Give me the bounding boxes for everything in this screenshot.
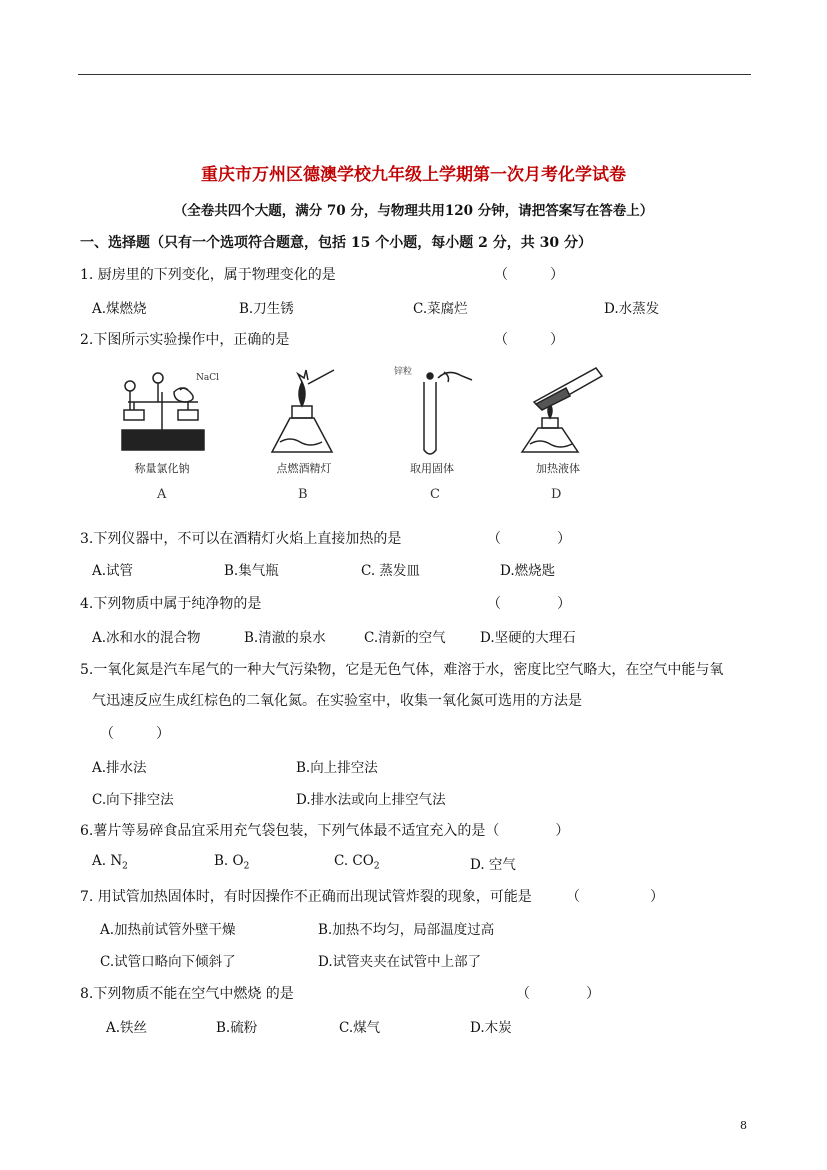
question-4-stem: 4.下列物质中属于纯净物的是: [80, 596, 262, 612]
figure-a-caption: 称量氯化钠: [134, 462, 190, 475]
question-4-answer-paren: （ ）: [487, 596, 571, 612]
heating-liquid-figure: [512, 362, 612, 462]
page-title: 重庆市万州区德澳学校九年级上学期第一次月考化学试卷: [201, 165, 626, 185]
question-5-option-b: B.向上排空法: [296, 760, 378, 776]
question-6-option-d: D. 空气: [470, 857, 516, 873]
question-2-answer-paren: （ ）: [494, 332, 564, 348]
question-5-answer-paren: （ ）: [100, 726, 170, 742]
question-6-option-b: B. $O_2$: [214, 853, 250, 872]
question-8-answer-paren: （ ）: [516, 986, 600, 1002]
question-3-answer-paren: （ ）: [487, 531, 571, 547]
question-1-stem: 1. 厨房里的下列变化，属于物理变化的是: [80, 267, 336, 283]
question-5-option-d: D.排水法或向上排空气法: [296, 792, 446, 808]
figure-d-caption: 加热液体: [536, 462, 580, 475]
question-7-stem: 7. 用试管加热固体时，有时因操作不正确而出现试管炸裂的现象，可能是: [80, 889, 532, 905]
nacl-tag: NaCl: [196, 373, 220, 383]
question-3-option-a: A.试管: [92, 563, 134, 579]
question-4-option-a: A.冰和水的混合物: [92, 630, 201, 646]
section-heading: 一、选择题（只有一个选项符合题意，包括 15 个小题，每小题 2 分，共 30 分）: [80, 235, 592, 251]
question-3-option-d: D.燃烧匙: [500, 563, 556, 579]
figure-d-letter: D: [551, 487, 562, 502]
question-6-stem: 6.薯片等易碎食品宜采用充气袋包装，下列气体最不适宜充入的是（ ）: [80, 823, 570, 839]
figure-c-caption: 取用固体: [410, 462, 454, 475]
question-7-option-b: B.加热不均匀，局部温度过高: [318, 922, 495, 938]
figure-c-letter: C: [430, 487, 440, 502]
question-1-option-b: B.刀生锈: [239, 301, 294, 317]
question-5-stem-line-1: 5.一氧化氮是汽车尾气的一种大气污染物，它是无色气体，难溶于水，密度比空气略大，在空气中能与氧: [80, 662, 724, 678]
question-1-option-a: A.煤燃烧: [92, 301, 147, 317]
figure-b-caption: 点燃酒精灯: [276, 462, 332, 475]
question-6-option-a: A. $N_2$: [92, 853, 128, 872]
question-4-option-c: C.清新的空气: [364, 630, 446, 646]
question-8-option-c: C.煤气: [339, 1020, 381, 1036]
header-rule: [78, 74, 751, 75]
figure-b-letter: B: [298, 487, 308, 502]
exam-instructions: （全卷共四个大题，满分 70 分，与物理共用120 分钟，请把答案写在答卷上）: [173, 203, 654, 219]
question-1-option-d: D.水蒸发: [604, 301, 660, 317]
question-1-answer-paren: （ ）: [494, 267, 564, 283]
page-number: 8: [740, 1119, 747, 1132]
question-3-option-c: C. 蒸发皿: [361, 563, 420, 579]
question-5-option-c: C.向下排空法: [92, 792, 174, 808]
test-tube-solid-figure: [392, 362, 482, 462]
question-6-option-c: C. $CO_2$: [334, 853, 380, 872]
question-8-option-b: B.硫粉: [216, 1020, 258, 1036]
question-8-option-d: D.木炭: [470, 1020, 512, 1036]
question-4-option-b: B.清澈的泉水: [244, 630, 326, 646]
question-8-stem: 8.下列物质不能在空气中燃烧 的是: [80, 986, 294, 1002]
question-7-answer-paren: （ ）: [566, 889, 664, 905]
question-2-stem: 2.下图所示实验操作中，正确的是: [80, 332, 290, 348]
question-5-stem-line-2: 气迅速反应生成红棕色的二氧化氮。在实验室中，收集一氧化氮可选用的方法是: [92, 693, 582, 709]
question-3-stem: 3.下列仪器中，不可以在酒精灯火焰上直接加热的是: [80, 531, 402, 547]
figure-a-letter: A: [157, 487, 167, 502]
question-7-option-d: D.试管夹夹在试管中上部了: [318, 954, 482, 970]
question-7-option-a: A.加热前试管外壁干燥: [100, 922, 236, 938]
question-5-option-a: A.排水法: [92, 760, 147, 776]
balance-figure: [110, 362, 230, 462]
question-8-option-a: A.铁丝: [106, 1020, 148, 1036]
question-7-option-c: C.试管口略向下倾斜了: [100, 954, 236, 970]
zinc-tag: 锌粒: [394, 367, 413, 377]
question-4-option-d: D.坚硬的大理石: [480, 630, 576, 646]
question-3-option-b: B.集气瓶: [224, 563, 279, 579]
question-1-option-c: C.菜腐烂: [413, 301, 468, 317]
alcohol-lamp-lighting-figure: [262, 362, 342, 462]
